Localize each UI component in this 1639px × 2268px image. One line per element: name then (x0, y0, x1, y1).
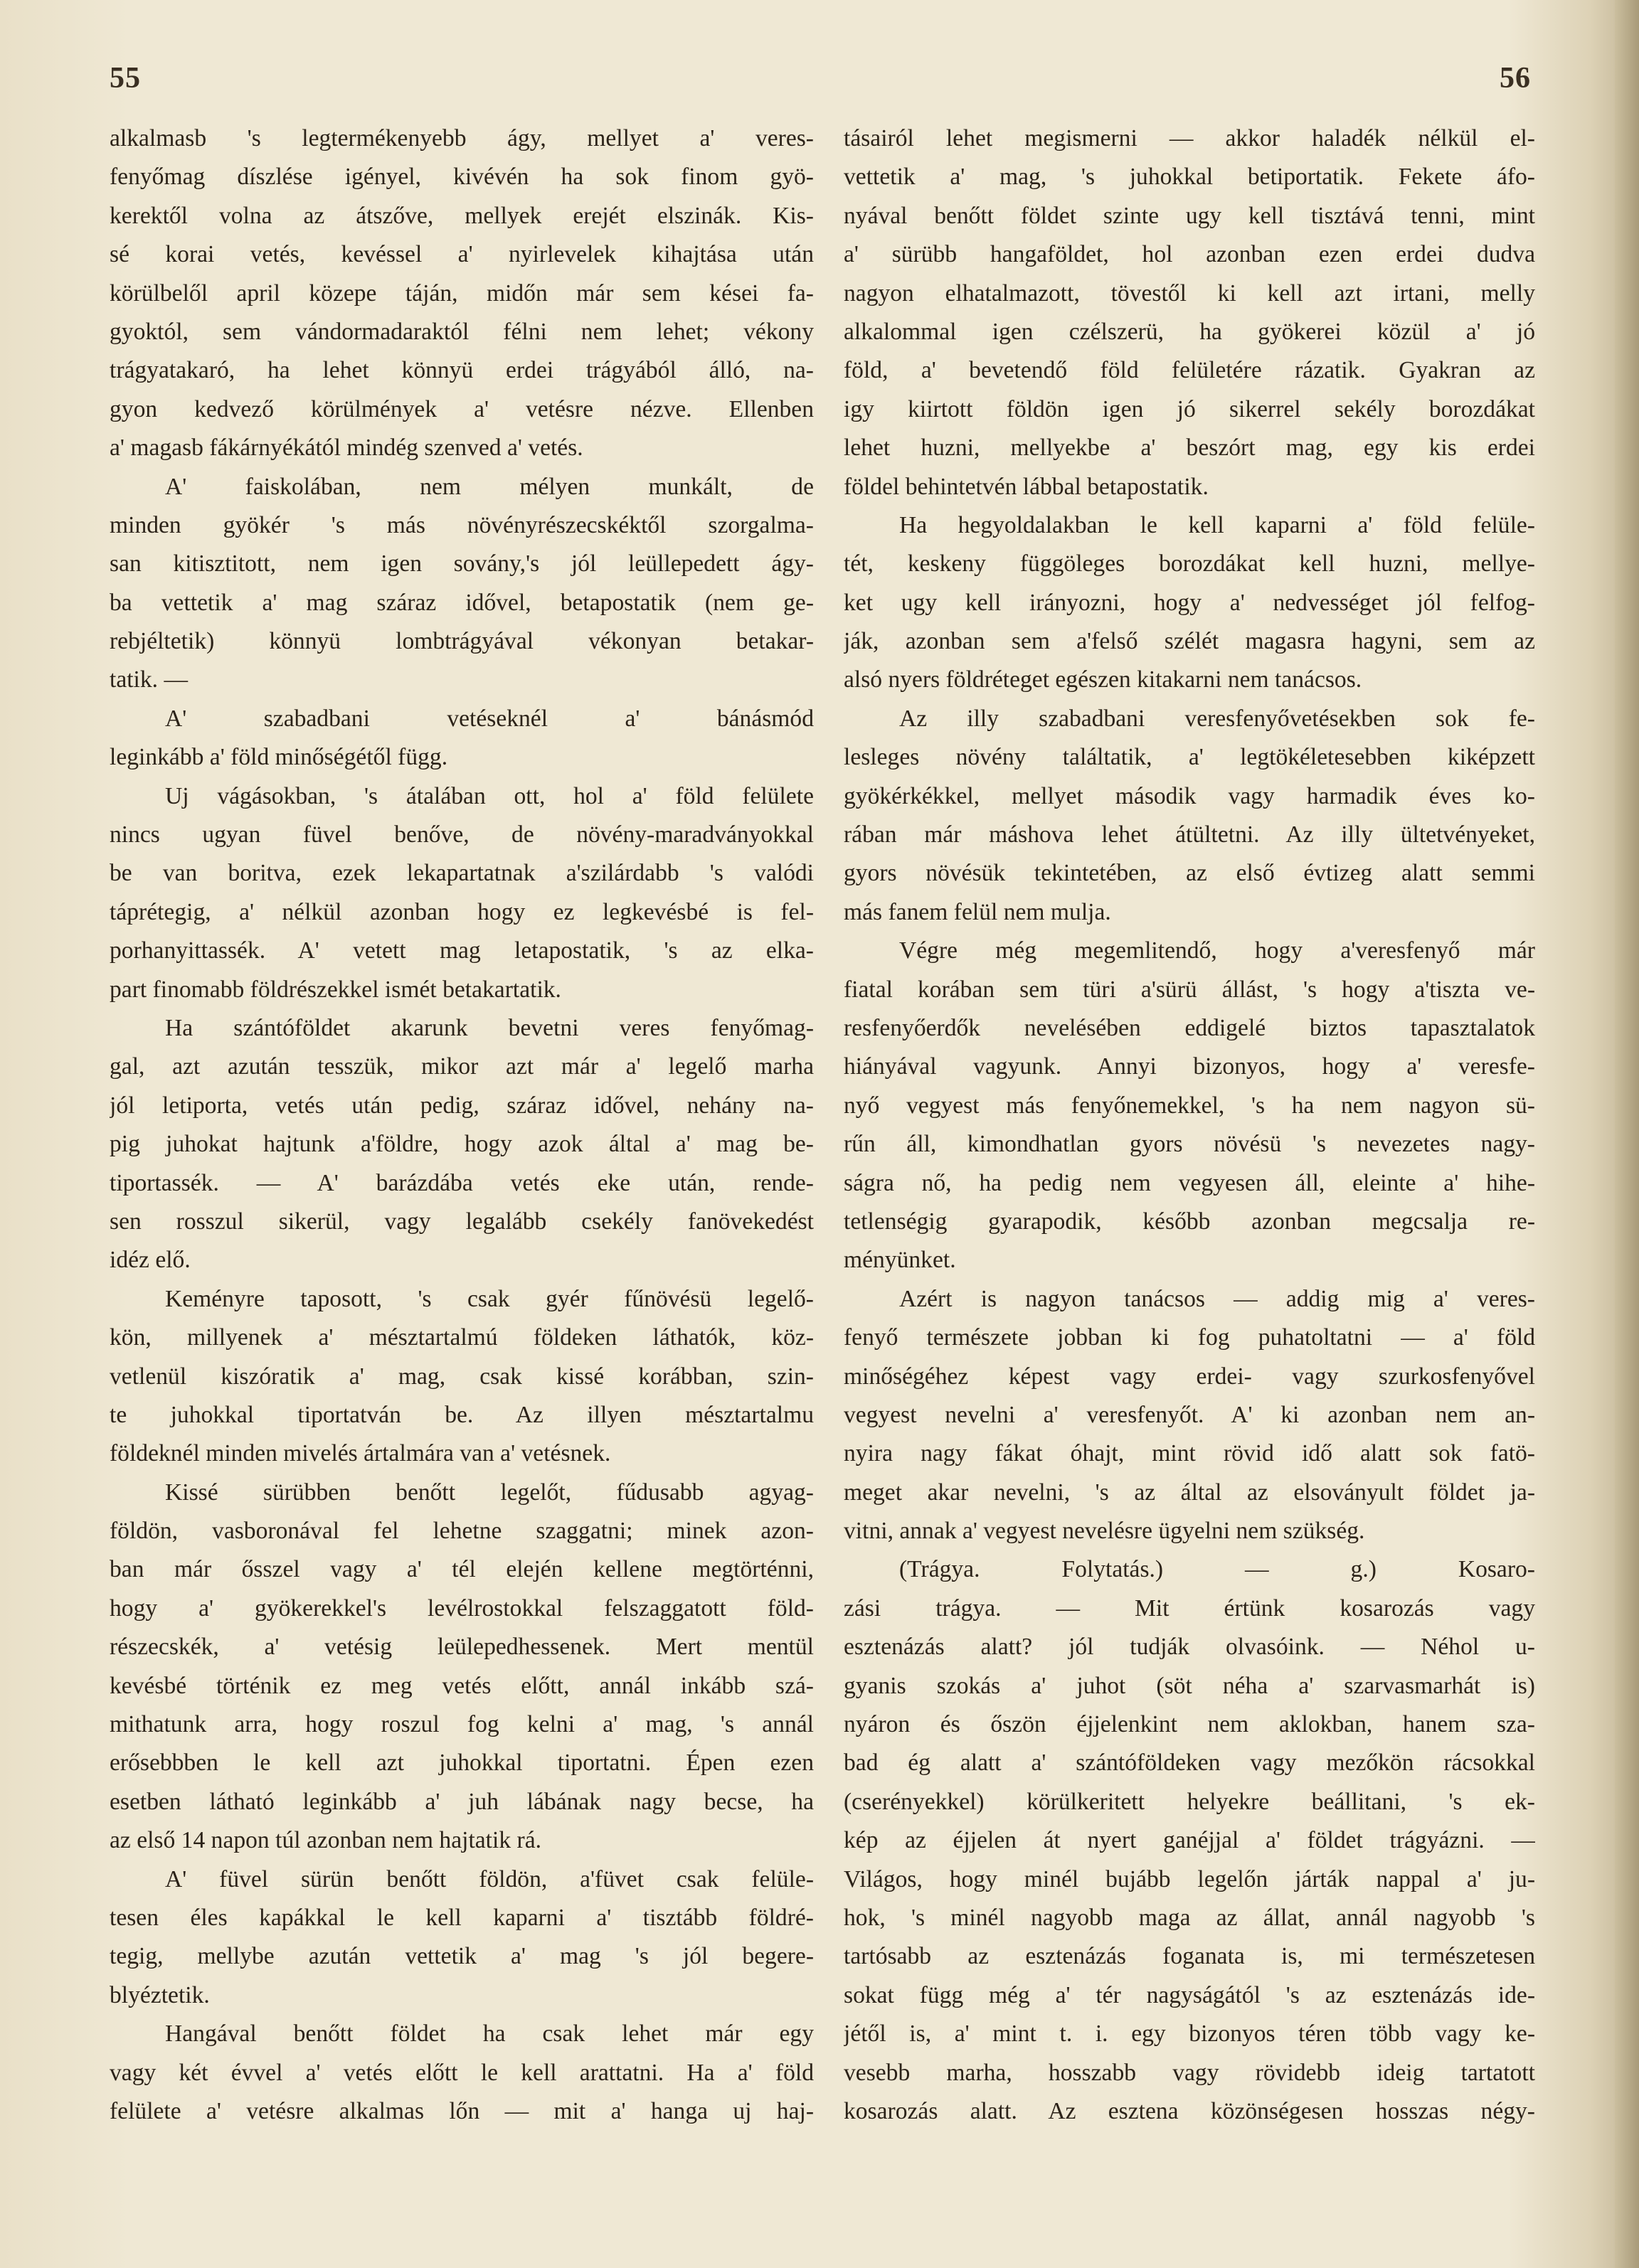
text-line: földel behintetvén lábbal betapostatik. (844, 473, 1209, 500)
text-line: kosarozás alatt. Az esztena közönségesen hosszas négy- (844, 2097, 1535, 2124)
text-line: Ha hegyoldalakban le kell kaparni a' föld felüle- (899, 511, 1535, 538)
text-line: föld, a' bevetendő föld felületére rázatik. Gyakran az (844, 357, 1535, 384)
text-line: Világos, hogy minél bujább legelőn járták nappal a' ju- (844, 1865, 1535, 1892)
text-line: san kitisztitott, nem igen sovány,'s jól leüllepedett ágy- (110, 550, 814, 577)
text-line: rebjéltetik) könnyü lombtrágyával vékonyan betakar- (110, 628, 814, 655)
text-line: ba vettetik a' mag száraz idővel, betapostatik (nem ge- (110, 589, 814, 616)
text-line: nyával benőtt földet szinte ugy kell tisztává tenni, mint (844, 202, 1535, 229)
text-line: ják, azonban sem a'felső szélét magasra hagyni, sem az (844, 628, 1535, 655)
text-line: Az illy szabadbani veresfenyővetésekben sok fe- (899, 705, 1535, 732)
text-line: rában már máshova lehet átültetni. Az illy ültetvényeket, (844, 821, 1535, 848)
text-line: lehet huzni, mellyekbe a' beszórt mag, egy kis erdei (844, 435, 1535, 462)
text-line: zási trágya. — Mit értünk kosarozás vagy (844, 1594, 1535, 1622)
text-line: tegig, mellybe azután vettetik a' mag 's jól begere- (110, 1943, 814, 1970)
text-line: sokat függ még a' tér nagyságától 's az esztenázás ide- (844, 1981, 1535, 2008)
text-line: Ha szántóföldet akarunk bevetni veres fenyőmag- (165, 1014, 814, 1041)
text-line: vitni, annak a' vegyest nevelésre ügyelni nem szükség. (844, 1518, 1365, 1545)
text-line: hok, 's minél nagyobb maga az állat, annál nagyobb 's (844, 1904, 1535, 1931)
text-line: resfenyőerdők nevelésében eddigelé biztos tapasztalatok (844, 1014, 1535, 1041)
text-line: minden gyökér 's más növényrészecskéktől szorgalma- (110, 511, 814, 538)
text-line: bad ég alatt a' szántóföldeken vagy mezőkön rácsokkal (844, 1750, 1535, 1777)
text-line: nyira nagy fákat óhajt, mint rövid idő alatt sok fatö- (844, 1440, 1535, 1467)
text-line: tiportassék. — A' barázdába vetés eke után, rende- (110, 1169, 814, 1196)
text-line: vagy két évvel a' vetés előtt le kell arattatni. Ha a' föld (110, 2059, 814, 2086)
text-line: vesebb marha, hosszabb vagy rövidebb ideig tartatott (844, 2059, 1535, 2086)
text-line: Végre még megemlitendő, hogy a'veresfenyő már (899, 937, 1535, 964)
text-line: tásairól lehet megismerni — akkor haladék nélkül el- (844, 125, 1535, 151)
text-line: part finomabb földrészekkel ismét betakartatik. (110, 976, 561, 1003)
text-line: mithatunk arra, hogy roszul fog kelni a' mag, 's annál (110, 1711, 814, 1738)
text-line: nyáron és őszön éjjelenkint nem aklokban, hanem sza- (844, 1711, 1535, 1738)
text-line: (Trágya. Folytatás.) — g.) Kosaro- (899, 1556, 1535, 1583)
text-line: a' magasb fákárnyékától mindég szenved a' vetés. (110, 435, 583, 462)
text-line: kerektől volna az átszőve, mellyek erejét elszinák. Kis- (110, 202, 814, 229)
text-line: jétől is, a' mint t. i. egy bizonyos téren több vagy ke- (844, 2021, 1535, 2048)
text-line: ban már ősszel vagy a' tél elején kellene megtörténni, (110, 1556, 814, 1583)
text-line: földön, vasboronával fel lehetne szaggatni; minek azon- (110, 1518, 814, 1545)
text-line: nyő vegyest más fenyőnemekkel, 's ha nem nagyon sü- (844, 1092, 1535, 1119)
text-line: esetben látható leginkább a' juh lábának nagy becse, ha (110, 1788, 814, 1815)
text-line: kevésbé történik ez meg vetés előtt, annál inkább szá- (110, 1672, 814, 1699)
text-line: sen rosszul sikerül, vagy legalább csekély fanövekedést (110, 1208, 814, 1235)
right-text-column (844, 119, 1535, 2131)
text-line: gyanis szokás a' juhot (söt néha a' szarvasmarhát is) (844, 1672, 1535, 1699)
text-line: gyors növésük tekintetében, az első évtizeg alatt semmi (844, 860, 1535, 887)
text-line: porhanyittassék. A' vetett mag letapostatik, 's az elka- (110, 937, 814, 964)
text-line: hiányával vagyunk. Annyi bizonyos, hogy a' veresfe- (844, 1053, 1535, 1080)
text-line: gyökérkékkel, mellyet második vagy harmadik éves ko- (844, 782, 1535, 809)
text-line: Uj vágásokban, 's átalában ott, hol a' föld felülete (165, 782, 814, 809)
text-line: sé korai vetés, kevéssel a' nyirlevelek kihajtása után (110, 241, 814, 268)
text-line: tesen éles kapákkal le kell kaparni a' tisztább földré- (110, 1904, 814, 1931)
text-line: alsó nyers földréteget egészen kitakarni nem tanácsos. (844, 666, 1362, 693)
text-line: leginkább a' föld minőségétől függ. (110, 744, 448, 771)
text-line: tatik. — (110, 666, 189, 693)
text-line: nagyon elhatalmazott, tövestől ki kell azt irtani, melly (844, 279, 1535, 307)
text-line: tartósabb az esztenázás foganata is, mi természetesen (844, 1943, 1535, 1970)
page-number-left: 55 (110, 62, 141, 95)
text-line: (cserényekkel) körülkeritett helyekre beállitani, 's ek- (844, 1788, 1535, 1815)
text-line: Hangával benőtt földet ha csak lehet már egy (165, 2021, 814, 2048)
text-line: A' szabadbani vetéseknél a' bánásmód (165, 705, 814, 732)
text-line: igy kiirtott földön igen jó sikerrel sekély borozdákat (844, 395, 1535, 422)
text-line: alkalommal igen czélszerü, ha gyökerei közül a' jó (844, 318, 1535, 345)
text-line: nincs ugyan füvel benőve, de növény-maradványokkal (110, 821, 814, 848)
text-line: ságra nő, ha pedig nem vegyesen áll, eleinte a' hihe- (844, 1169, 1535, 1196)
text-line: a' sürübb hangaföldet, hol azonban ezen erdei dudva (844, 241, 1535, 268)
text-line: ket ugy kell irányozni, hogy a' nedvességet jól felfog- (844, 589, 1535, 616)
text-line: tetlenségig gyarapodik, később azonban megcsalja re- (844, 1208, 1535, 1235)
text-line: Azért is nagyon tanácsos — addig mig a' veres- (899, 1285, 1535, 1312)
text-line: esztenázás alatt? jól tudják olvasóink. — Néhol u- (844, 1634, 1535, 1661)
text-line: gyon kedvező körülmények a' vetésre nézve. Ellenben (110, 395, 814, 422)
text-line: Kissé sürübben benőtt legelőt, fűdusabb agyag- (165, 1479, 814, 1506)
text-line: gal, azt azután tesszük, mikor azt már a' legelő marha (110, 1053, 814, 1080)
text-line: fenyőmag díszlése igényel, kivévén ha sok finom gyö- (110, 164, 814, 191)
text-line: más fanem felül nem mulja. (844, 898, 1111, 925)
text-line: A' füvel sürün benőtt földön, a'füvet csak felüle- (165, 1865, 814, 1892)
text-line: minőségéhez képest vagy erdei- vagy szurkosfenyővel (844, 1363, 1535, 1390)
page-edge-shadow (1615, 0, 1639, 2268)
text-line: kép az éjjelen át nyert ganéjjal a' földet trágyázni. — (844, 1827, 1535, 1854)
text-line: meget akar nevelni, 's az által az elsoványult földet ja- (844, 1479, 1535, 1506)
text-line: pig juhokat hajtunk a'földre, hogy azok által a' mag be- (110, 1131, 814, 1158)
text-line: trágyatakaró, ha lehet könnyü erdei trágyából álló, na- (110, 357, 814, 384)
text-line: te juhokkal tiportatván be. Az illyen mésztartalmu (110, 1401, 814, 1428)
page-number-right: 56 (1500, 62, 1531, 95)
text-line: hogy a' gyökerekkel's levélrostokkal felszaggatott föld- (110, 1594, 814, 1622)
text-line: részecskék, a' vetésig leülepedhessenek. Mert mentül (110, 1634, 814, 1661)
text-line: ményünket. (844, 1247, 956, 1274)
text-line: alkalmasb 's legtermékenyebb ágy, mellyet a' veres- (110, 125, 814, 151)
text-line: A' faiskolában, nem mélyen munkált, de (165, 473, 814, 500)
text-line: vetlenül kiszóratik a' mag, csak kissé korábban, szin- (110, 1363, 814, 1390)
text-line: fiatal korában sem türi a'sürü állást, 's hogy a'tiszta ve- (844, 976, 1535, 1003)
text-line: fenyő természete jobban ki fog puhatoltatni — a' föld (844, 1324, 1535, 1351)
text-line: be van boritva, ezek lekapartatnak a'szilárdabb 's valódi (110, 860, 814, 887)
text-line: blyéztetik. (110, 1981, 210, 2008)
text-line: földeknél minden mivelés ártalmára van a' vetésnek. (110, 1440, 611, 1467)
text-line: idéz elő. (110, 1247, 191, 1274)
text-line: jól letiporta, vetés után pedig, száraz idővel, nehány na- (110, 1092, 814, 1119)
text-line: lesleges növény találtatik, a' legtökéletesebben kiképzett (844, 744, 1535, 771)
text-line: táprétegig, a' nélkül azonban hogy ez legkevésbé is fel- (110, 898, 814, 925)
text-line: Keményre taposott, 's csak gyér fűnövésü legelő- (165, 1285, 814, 1312)
text-line: vegyest nevelni a' veresfenyőt. A' ki azonban nem an- (844, 1401, 1535, 1428)
text-line: felülete a' vetésre alkalmas lőn — mit a' hanga uj haj- (110, 2097, 814, 2124)
text-line: vettetik a' mag, 's juhokkal betiportatik. Fekete áfo- (844, 164, 1535, 191)
text-line: körülbelől april közepe táján, midőn már sem kései fa- (110, 279, 814, 307)
left-text-column (110, 119, 814, 2131)
text-line: az első 14 napon túl azonban nem hajtatik rá. (110, 1827, 541, 1854)
text-line: kön, millyenek a' mésztartalmú földeken láthatók, köz- (110, 1324, 814, 1351)
text-line: rűn áll, kimondhatlan gyors növésü 's nevezetes nagy- (844, 1131, 1535, 1158)
text-line: tét, keskeny függöleges borozdákat kell huzni, mellye- (844, 550, 1535, 577)
text-line: erősebbben le kell azt juhokkal tiportatni. Épen ezen (110, 1750, 814, 1777)
text-line: gyoktól, sem vándormadaraktól félni nem lehet; vékony (110, 318, 814, 345)
